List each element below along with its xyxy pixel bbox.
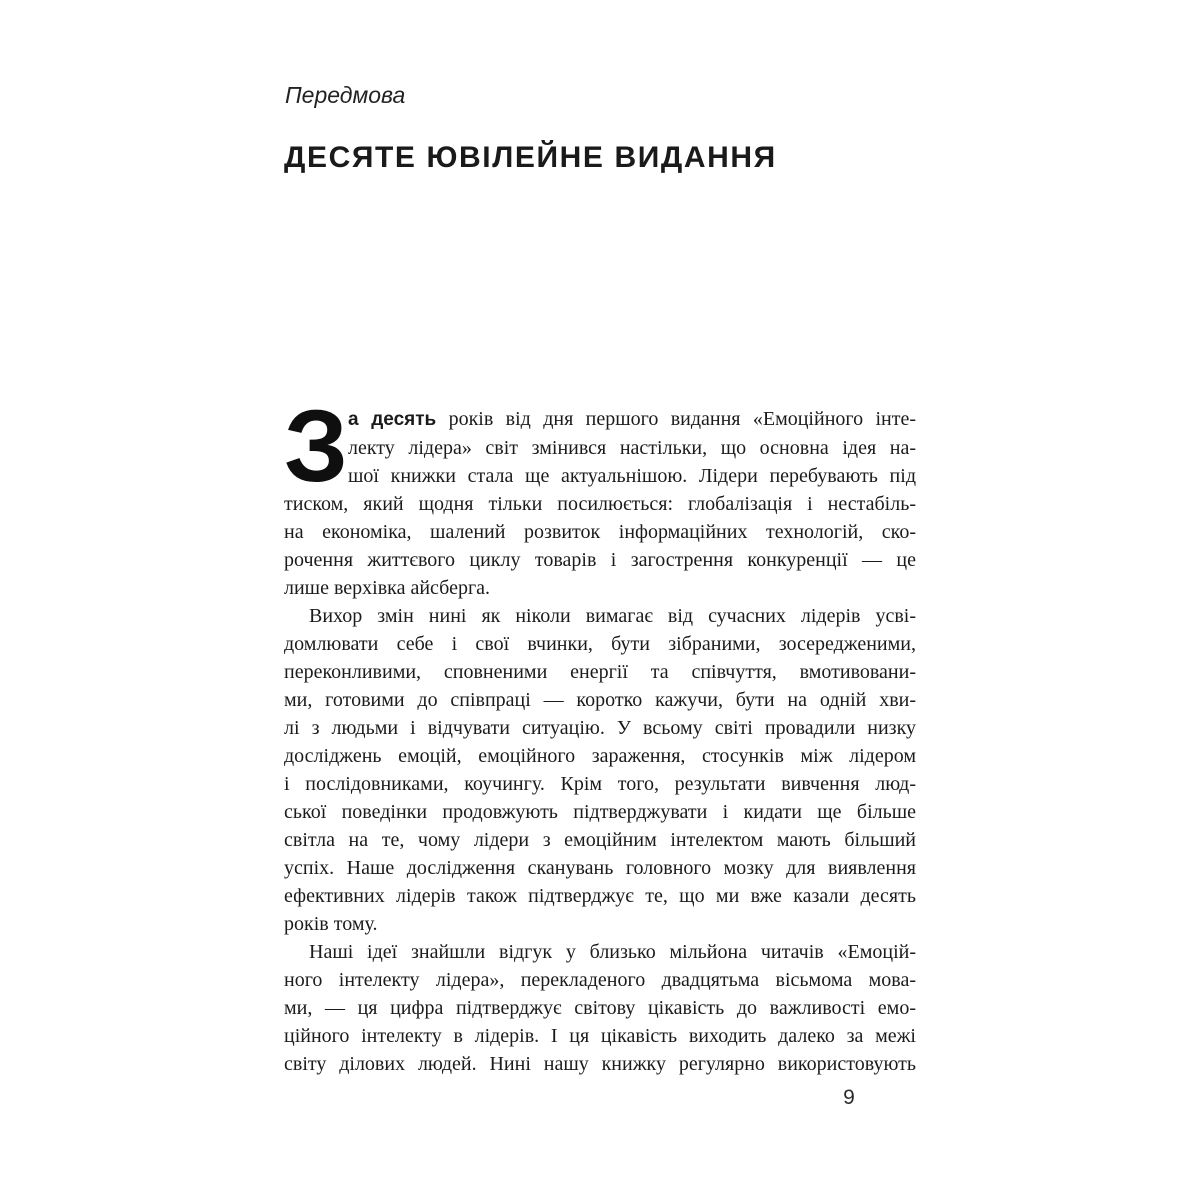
text-line: шої книжки стала ще актуальнішою. Лідери перебувають під — [348, 465, 916, 487]
text-line: домлювати себе і свої вчинки, бути зібраними, зосередженими, — [284, 633, 916, 655]
paragraph-2 — [284, 602, 916, 938]
text-line: досліджень емоцій, емоційного зараження, стосунків між лідером — [284, 745, 916, 767]
text-line: лі з людьми і відчувати ситуацію. У всьому світі провадили низку — [284, 717, 916, 739]
chapter-title: ДЕСЯТЕ ЮВІЛЕЙНЕ ВИДАННЯ — [284, 141, 777, 174]
text-line: ської поведінки продовжують підтверджувати і кидати ще більше — [284, 801, 916, 823]
text-line: Наші ідеї знайшли відгук у близько мільйона читачів «Емоцій- — [309, 941, 916, 963]
text-line: ми, готовими до співпраці — коротко кажучи, бути на одній хви- — [284, 689, 916, 711]
text-line: світла на те, чому лідери з емоційним інтелектом мають більший — [284, 829, 916, 851]
page-number: 9 — [843, 1086, 855, 1109]
text-line: тиском, який щодня тільки посилюється: глобалізація і нестабіль- — [284, 493, 916, 515]
text-line: років тому. — [284, 913, 378, 935]
paragraph-1 — [284, 389, 916, 602]
dropcap-indented-block — [348, 405, 916, 490]
text-line: ми, — ця цифра підтверджує світову цікавість до важливості емо- — [284, 997, 916, 1019]
text-line — [348, 405, 916, 434]
drop-cap: З — [284, 389, 348, 503]
text-line: лише верхівка айсберга. — [284, 577, 491, 599]
paragraph-3 — [284, 938, 916, 1078]
text-line: лекту лідера» світ змінився настільки, що основна ідея на- — [348, 437, 916, 459]
text-line: ційного інтелекту в лідерів. І ця цікавість виходить далеко за межі — [284, 1025, 916, 1047]
section-label: Передмова — [285, 82, 406, 108]
text-line-rest: років від дня першого видання «Емоційного інте- — [436, 408, 916, 430]
body-text — [284, 389, 916, 1078]
lead-in-bold: а десять — [348, 409, 437, 430]
text-line: на економіка, шалений розвиток інформаційних технологій, ско- — [284, 521, 916, 543]
text-line: ного інтелекту лідера», перекладеного двадцятьма вісьмома мова- — [284, 969, 916, 991]
text-line: ефективних лідерів також підтверджує те, що ми вже казали десять — [284, 885, 916, 907]
text-line: переконливими, сповненими енергії та співчуття, вмотивовани- — [284, 661, 916, 683]
text-line: успіх. Наше дослідження сканувань головного мозку для виявлення — [284, 857, 916, 879]
text-line: і послідовниками, коучингу. Крім того, результати вивчення люд- — [284, 773, 916, 795]
text-line: рочення життєвого циклу товарів і загострення конкуренції — це — [284, 549, 916, 571]
text-line: світу ділових людей. Нині нашу книжку регулярно використовують — [284, 1053, 916, 1075]
text-line: Вихор змін нині як ніколи вимагає від сучасних лідерів усві- — [309, 605, 916, 627]
